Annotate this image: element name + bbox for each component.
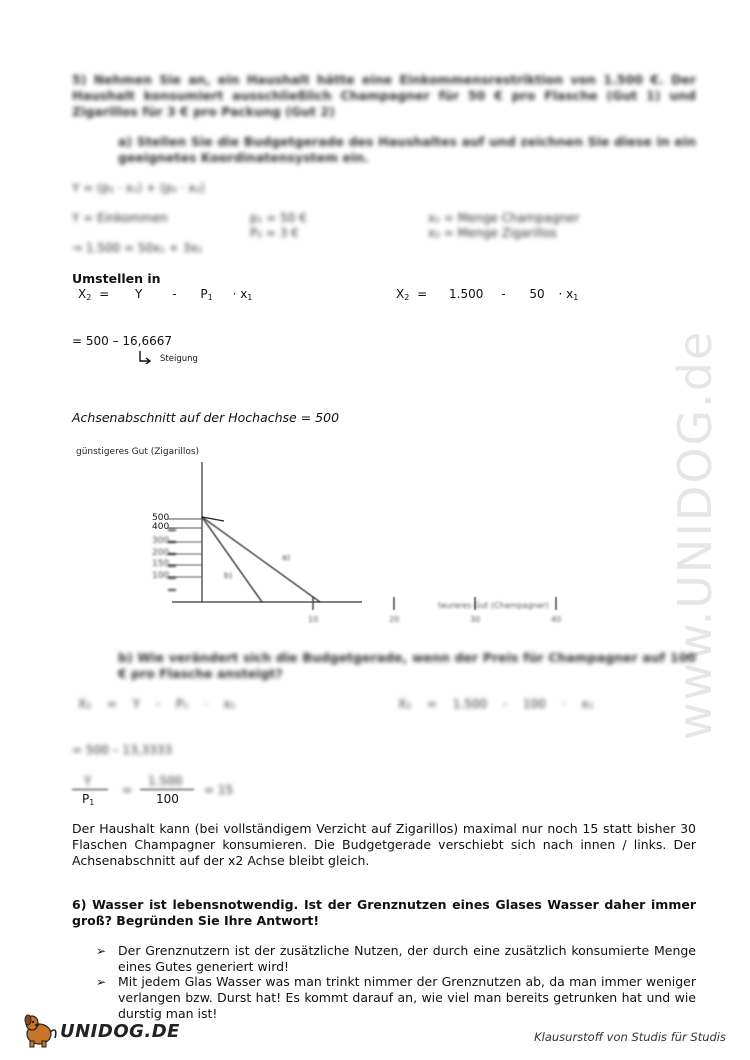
part-b-result: = 500 – 13,3333 xyxy=(72,743,173,757)
fraction-result: = 15 xyxy=(204,783,234,797)
part-b-explanation: Der Haushalt kann (bei vollständigem Verzicht auf Zigarillos) maximal nur noch 15 statt bisher 30 Flaschen Champagner konsumieren. Die Budgetgerade verschiebt sich nach innen / links. Der Achsenabschnitt auf der x2 Achse bleibt gleich. xyxy=(72,821,696,868)
legend-y: Y = Einkommen xyxy=(72,211,168,225)
legend-p1: p₁ = 50 € xyxy=(250,211,307,225)
chart-y-tick-label: 100 xyxy=(152,571,170,581)
task6-bullet-2: Mit jedem Glas Wasser was man trinkt nimmer der Grenznutzen ab, da man immer weniger verlangen bzw. Durst hat! Es kommt darauf an, wie viel man bereits getrunken hat und wie durstig man ist! xyxy=(118,974,696,1021)
part-b-equation-general: X₂ = Y - P₁ · x₁ xyxy=(78,697,236,711)
chart-series-label: a) xyxy=(282,553,291,562)
fraction1-line xyxy=(72,789,108,790)
chart-series-label: b) xyxy=(224,571,233,580)
chart-y-tick-label: 150 xyxy=(152,559,170,569)
legend-p2: P₂ = 3 € xyxy=(250,226,299,240)
budget-formula: Y = (p₁ · x₁) + (p₂ · x₂) xyxy=(72,181,205,195)
umstellen-label: Umstellen in xyxy=(72,271,161,286)
task5-heading: 5) Nehmen Sie an, ein Haushalt hätte eine Einkommensrestriktion von 1.500 €. Der Haushalt konsumiert ausschließlich Champagner für 50 € pro Flasche (Gut 1) und Zigarillos für 3 € pro Packung (Gut 2) xyxy=(72,72,696,119)
fraction2-line xyxy=(140,789,194,790)
chart-series-line xyxy=(202,517,262,602)
legend-x2: x₂ = Menge Zigarillos xyxy=(428,226,557,240)
chart-y-tick-label: 300 xyxy=(152,536,170,546)
result-line: = 500 – 16,6667 xyxy=(72,334,173,348)
legend-x1: x₁ = Menge Champagner xyxy=(428,211,580,225)
chart-y-tick-label: 400 xyxy=(152,522,170,532)
fraction2-denominator: 100 xyxy=(156,792,179,806)
budget-equation: ⇒ 1.500 = 50x₁ + 3x₂ xyxy=(72,241,203,255)
task5-part-a: a) Stellen Sie die Budgetgerade des Haushaltes auf und zeichnen Sie diese in ein geeignetes Koordinatensystem ein. xyxy=(118,134,696,165)
fraction1-denominator: $P_1$ xyxy=(82,792,95,807)
bullet-icon: ➢ xyxy=(96,944,107,958)
chart-series-line xyxy=(202,517,320,602)
task6-bullet-1: Der Grenznutzern ist der zusätzliche Nutzen, der durch eine zusätzlich konsumierte Menge eines Gutes generiert wird! xyxy=(118,943,696,974)
footer-tagline: Klausurstoff von Studis für Studis xyxy=(534,1030,726,1044)
chart-y-axis-label: günstigeres Gut (Zigarillos) xyxy=(76,447,200,457)
rearranged-equation-numeric: $X_2 = 1.500 - 50 \cdot x_1$ xyxy=(396,287,579,302)
dog-logo-icon xyxy=(22,1014,60,1048)
budget-chart xyxy=(72,442,592,646)
chart-x-tick-label: 40 xyxy=(551,615,562,624)
fraction1-numerator: Y xyxy=(84,774,92,788)
chart-x-tick-label: 20 xyxy=(389,615,400,624)
budget-chart-svg xyxy=(72,442,592,642)
rearranged-equation-general: $X_2 = Y - P_1 \cdot x_1$ xyxy=(78,287,253,302)
fraction-equals: = xyxy=(122,783,133,797)
achsenabschnitt-text: Achsenabschnitt auf der Hochachse = 500 xyxy=(72,410,340,425)
watermark: www.UNIDOG.de xyxy=(668,329,722,740)
task5-part-b: b) Wie verändert sich die Budgetgerade, wenn der Preis für Champagner auf 100 € pro Flasche ansteigt? xyxy=(118,650,696,681)
bullet-icon: ➢ xyxy=(96,975,107,989)
chart-y-tick-label: 200 xyxy=(152,548,170,558)
arrow-icon xyxy=(138,349,152,363)
chart-x-axis-label: teureres Gut (Champagner) xyxy=(438,601,549,610)
task6-heading: 6) Wasser ist lebensnotwendig. Ist der Grenznutzen eines Glases Wasser daher immer groß? Begründen Sie Ihre Antwort! xyxy=(72,897,696,928)
unidog-logo-text: UNIDOG.DE xyxy=(60,1021,180,1042)
chart-x-tick-label: 10 xyxy=(308,615,319,624)
chart-x-tick-label: 30 xyxy=(470,615,481,624)
part-b-equation-numeric: X₂ = 1.500 - 100 · x₁ xyxy=(398,697,594,711)
chart-y-tick-label: 500 xyxy=(152,513,170,523)
fraction2-numerator: 1.500 xyxy=(148,774,183,788)
steigung-label: Steigung xyxy=(160,354,198,364)
